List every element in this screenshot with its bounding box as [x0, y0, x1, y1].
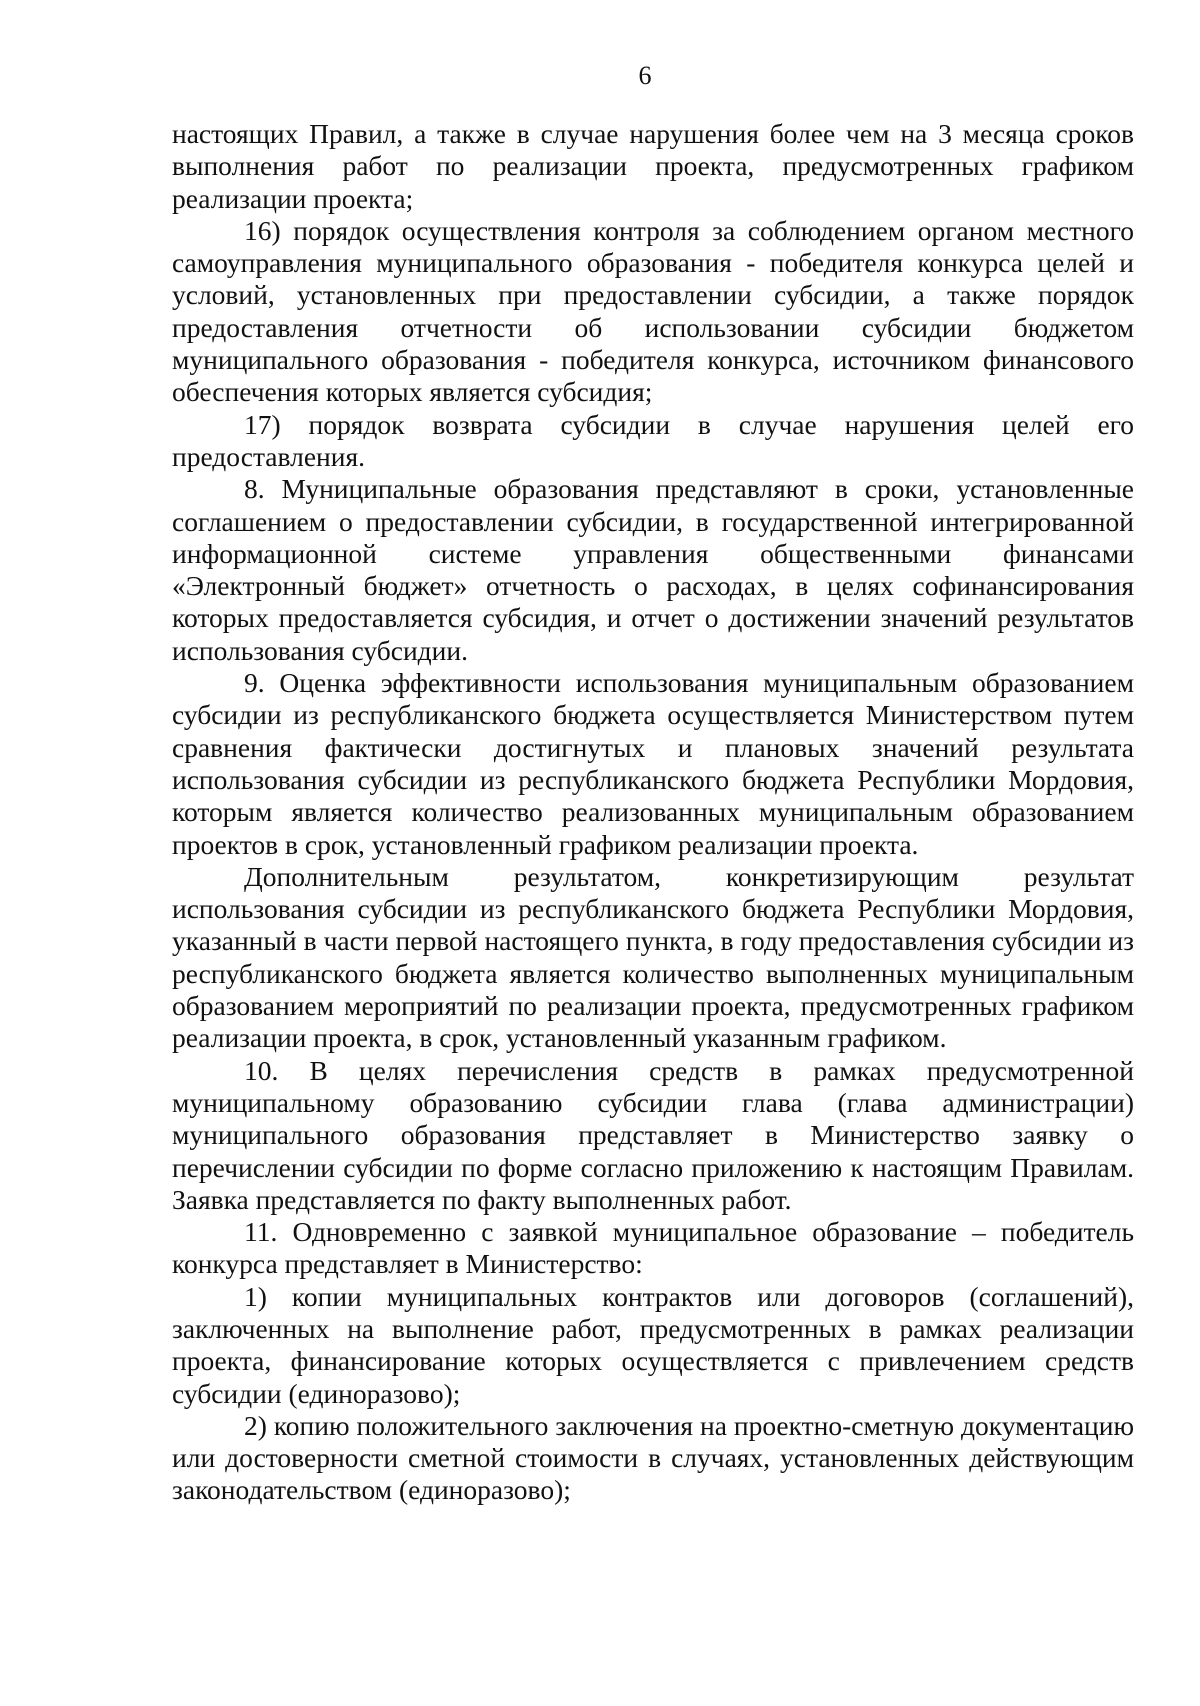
paragraph-clause-9: 9. Оценка эффективности использования муниципальным образованием субсидии из республиканского бюджета осуществляется Министерством путем сравнения фактически достигнутых и плановых значений результата использования субсидии из республиканского бюджета Республики Мордовия, которым является количество реализованных муниципальным образованием проектов в срок, установленный графиком реализации проекта. [172, 667, 1134, 860]
document-body [172, 118, 1134, 1507]
paragraph-clause-11: 11. Одновременно с заявкой муниципальное образование – победитель конкурса представляет в Министерство: [172, 1216, 1134, 1280]
paragraph-clause-10: 10. В целях перечисления средств в рамках предусмотренной муниципальному образованию субсидии глава (глава администрации) муниципального образования представляет в Министерство заявку о перечислении субсидии по форме согласно приложению к настоящим Правилам. Заявка представляется по факту выполненных работ. [172, 1054, 1134, 1215]
paragraph-continuation: настоящих Правил, а также в случае нарушения более чем на 3 месяца сроков выполнения работ по реализации проекта, предусмотренных графиком реализации проекта; [172, 118, 1134, 214]
paragraph-subitem-2: 2) копию положительного заключения на проектно-сметную документацию или достоверности сметной стоимости в случаях, установленных действующим законодательством (единоразово); [172, 1409, 1134, 1506]
paragraph-item-17: 17) порядок возврата субсидии в случае нарушения целей его предоставления. [172, 408, 1134, 472]
paragraph-clause-8: 8. Муниципальные образования представляют в сроки, установленные соглашением о предоставлении субсидии, в государственной интегрированной информационной системе управления общественными финансами «Электронный бюджет» отчетность о расходах, в целях софинансирования которых предоставляется субсидия, и отчет о достижении значений результатов использования субсидии. [172, 473, 1134, 666]
paragraph-subitem-1: 1) копии муниципальных контрактов или договоров (соглашений), заключенных на выполнение работ, предусмотренных в рамках реализации проекта, финансирование которых осуществляется с привлечением средств субсидии (единоразово); [172, 1280, 1134, 1409]
paragraph-item-16: 16) порядок осуществления контроля за соблюдением органом местного самоуправления муниципального образования - победителя конкурса целей и условий, установленных при предоставлении субсидии, а также порядок предоставления отчетности об использовании субсидии бюджетом муниципального образования - победителя конкурса, источником финансового обеспечения которых является субсидия; [172, 214, 1134, 408]
page-number: 6 [638, 61, 652, 90]
paragraph-additional-result: Дополнительным результатом, конкретизирующим результат использования субсидии из республиканского бюджета Республики Мордовия, указанный в части первой настоящего пункта, в году предоставления субсидии из республиканского бюджета является количество выполненных муниципальным образованием мероприятий по реализации проекта, предусмотренных графиком реализации проекта, в срок, установленный указанным графиком. [172, 860, 1134, 1054]
